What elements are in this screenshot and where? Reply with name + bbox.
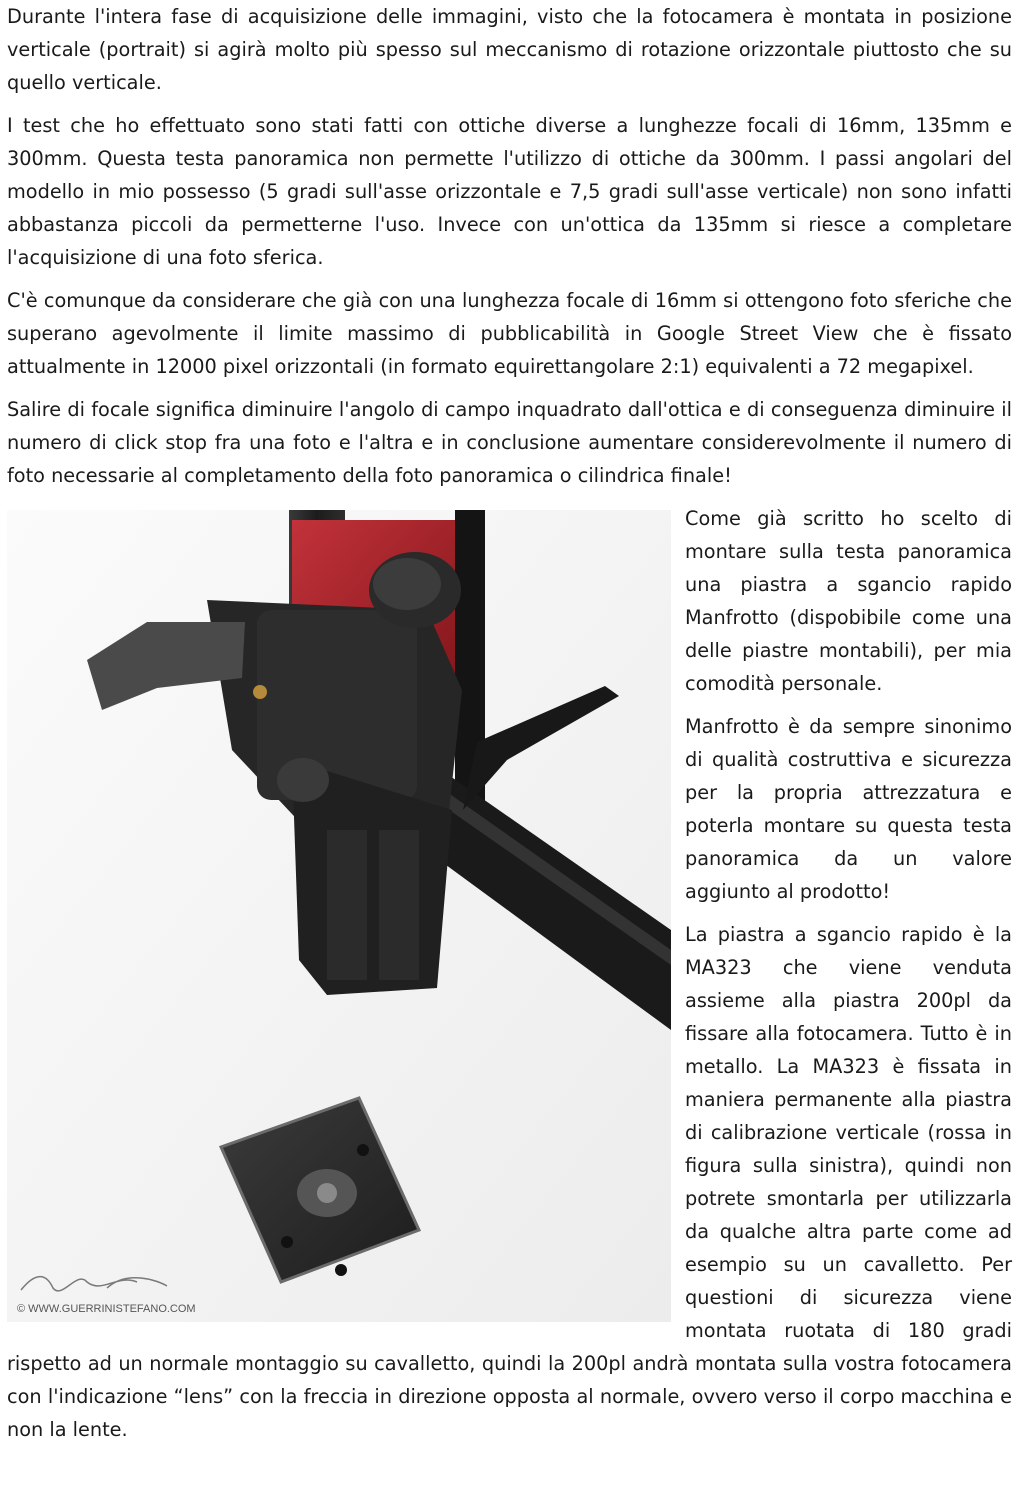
paragraph-2: I test che ho effettuato sono stati fatti con ottiche diverse a lunghezze focali di 16mm, 135mm e 300mm. Questa testa panoramica non permette l'utilizzo di ottiche da 300mm. I passi angolari del modello in mio possesso (5 gradi sull'asse orizzontale e 7,5 gradi sull'asse verticale) non sono infatti abbastanza piccoli da permetterne l'uso. Invece con un'ottica da 135mm si riesce a completare l'acquisizione di una foto sferica. [7,114,1012,269]
photo-watermark: © WWW.GUERRINISTEFANO.COM [17,1303,196,1315]
side-paragraph-3: La piastra a sgancio rapido è la MA323 che viene venduta assieme alla piastra 200pl da fissare alla fotocamera. Tutto è in metallo. La MA323 è fissata in maniera permanente alla piastra di calibrazione verticale (rossa in figura sulla sinistra), quindi non potrete smontarla per utilizzarla da qualche altra parte come ad esempio su un cavalletto. Per questioni di sicurezza viene montata ruotata di 180 gradi rispetto ad un normale montaggio su cavalletto, quindi la 200pl andrà montata sulla vostra fotocamera con l'indicazione “lens” con la freccia in direzione opposta al normale, ovvero verso il corpo macchina e non la lente. [7,923,1012,1441]
paragraph-3: C'è comunque da considerare che già con una lunghezza focale di 16mm si ottengono foto sferiche che superano agevolmente il limite massimo di pubblicabilità in Google Street View che è fissato attualmente in 12000 pixel orizzontali (in formato equirettangolare 2:1) equivalenti a 72 megapixel. [7,289,1012,378]
product-photo [7,510,671,1322]
paragraph-4: Salire di focale significa diminuire l'angolo di campo inquadrato dall'ottica e di conseguenza diminuire il numero di click stop fra una foto e l'altra e in conclusione aumentare considerevolmente il numero di foto necessarie al completamento della foto panoramica o cilindrica finale! [7,398,1012,487]
paragraph-1: Durante l'intera fase di acquisizione delle immagini, visto che la fotocamera è montata in posizione verticale (portrait) si agirà molto più spesso sul meccanismo di rotazione orizzontale piuttosto che su quello verticale. [7,5,1012,94]
side-paragraph-1: Come già scritto ho scelto di montare sulla testa panoramica una piastra a sgancio rapido Manfrotto (dispobibile come una delle piastre montabili), per mia comodità personale. [685,507,1012,695]
quick-release-plate-illustration [7,510,671,1322]
document-page [7,0,1012,1456]
side-paragraph-2: Manfrotto è da sempre sinonimo di qualità costruttiva e sicurezza per la propria attrezzatura e poterla montare su questa testa panoramica da un valore aggiunto al prodotto! [685,715,1012,903]
